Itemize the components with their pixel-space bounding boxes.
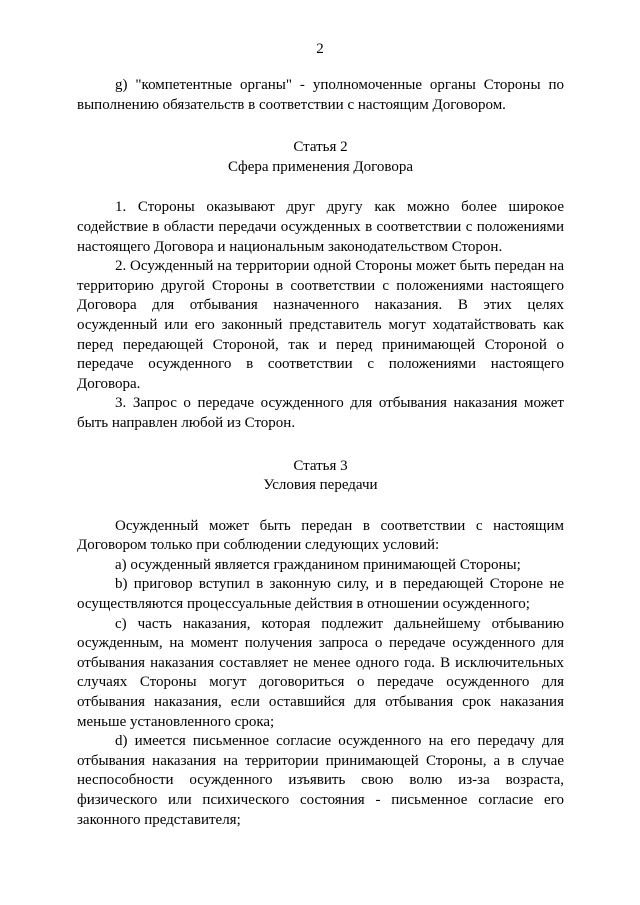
article-3-number: Статья 3 <box>293 457 348 474</box>
definition-item-g: g) "компетентные органы" - уполномоченные органы Стороны по выполнению обязательств в соответствии с настоящим Договором. <box>77 77 564 113</box>
page-number: 2 <box>316 41 324 57</box>
article-3-condition-b: b) приговор вступил в законную силу, и в передающей Стороне не осуществляются процессуальные действия в отношении осужденного; <box>77 576 564 613</box>
article-3-heading <box>77 457 564 496</box>
article-2-heading <box>77 138 564 177</box>
article-2-paragraph-3: 3. Запрос о передаче осужденного для отбывания наказания может быть направлен любой из Сторон. <box>77 395 564 431</box>
article-2-number: Статья 2 <box>293 139 348 156</box>
article-3-condition-a: a) осужденный является гражданином принимающей Стороны; <box>115 556 521 573</box>
article-3-intro: Осужденный может быть передан в соответствии с настоящим Договором только при соблюдении следующих условий: <box>77 517 564 554</box>
article-2-paragraph-1: 1. Стороны оказывают друг другу как можно более широкое содействие в области передачи осужденных в соответствии с положениями настоящего Договора и национальным законодательством Сторон. <box>77 199 564 255</box>
article-3-condition-d: d) имеется письменное согласие осужденного на его передачу для отбывания наказания на территории принимающей Стороны, а в случае неспособности осужденного изъявить свою волю из-за возраста, физического или психического состояния - письменное согласие его законного представителя; <box>77 733 564 828</box>
article-3-title: Условия передачи <box>263 477 378 494</box>
article-2-title: Сфера применения Договора <box>227 158 414 175</box>
article-3-condition-c: c) часть наказания, которая подлежит дальнейшему отбыванию осужденным, на момент получения запроса о передаче осужденного для отбывания наказания составляет не менее одного года. В исключительных случаях Стороны могут договориться о передаче осужденного для отбывания наказания, если оставшийся для отбывания срок наказания меньше установленного срока; <box>77 615 564 730</box>
document-body <box>77 76 564 830</box>
article-2-paragraph-2: 2. Осужденный на территории одной Стороны может быть передан на территорию другой Стороны в соответствии с положениями настоящего Договора для отбывания назначенного наказания. В этих целях осужденный или его законный представитель могут ходатайствовать как перед передающей Стороной, так и перед принимающей Стороной о передаче осужденного в соответствии с положениями настоящего Договора. <box>77 258 564 392</box>
